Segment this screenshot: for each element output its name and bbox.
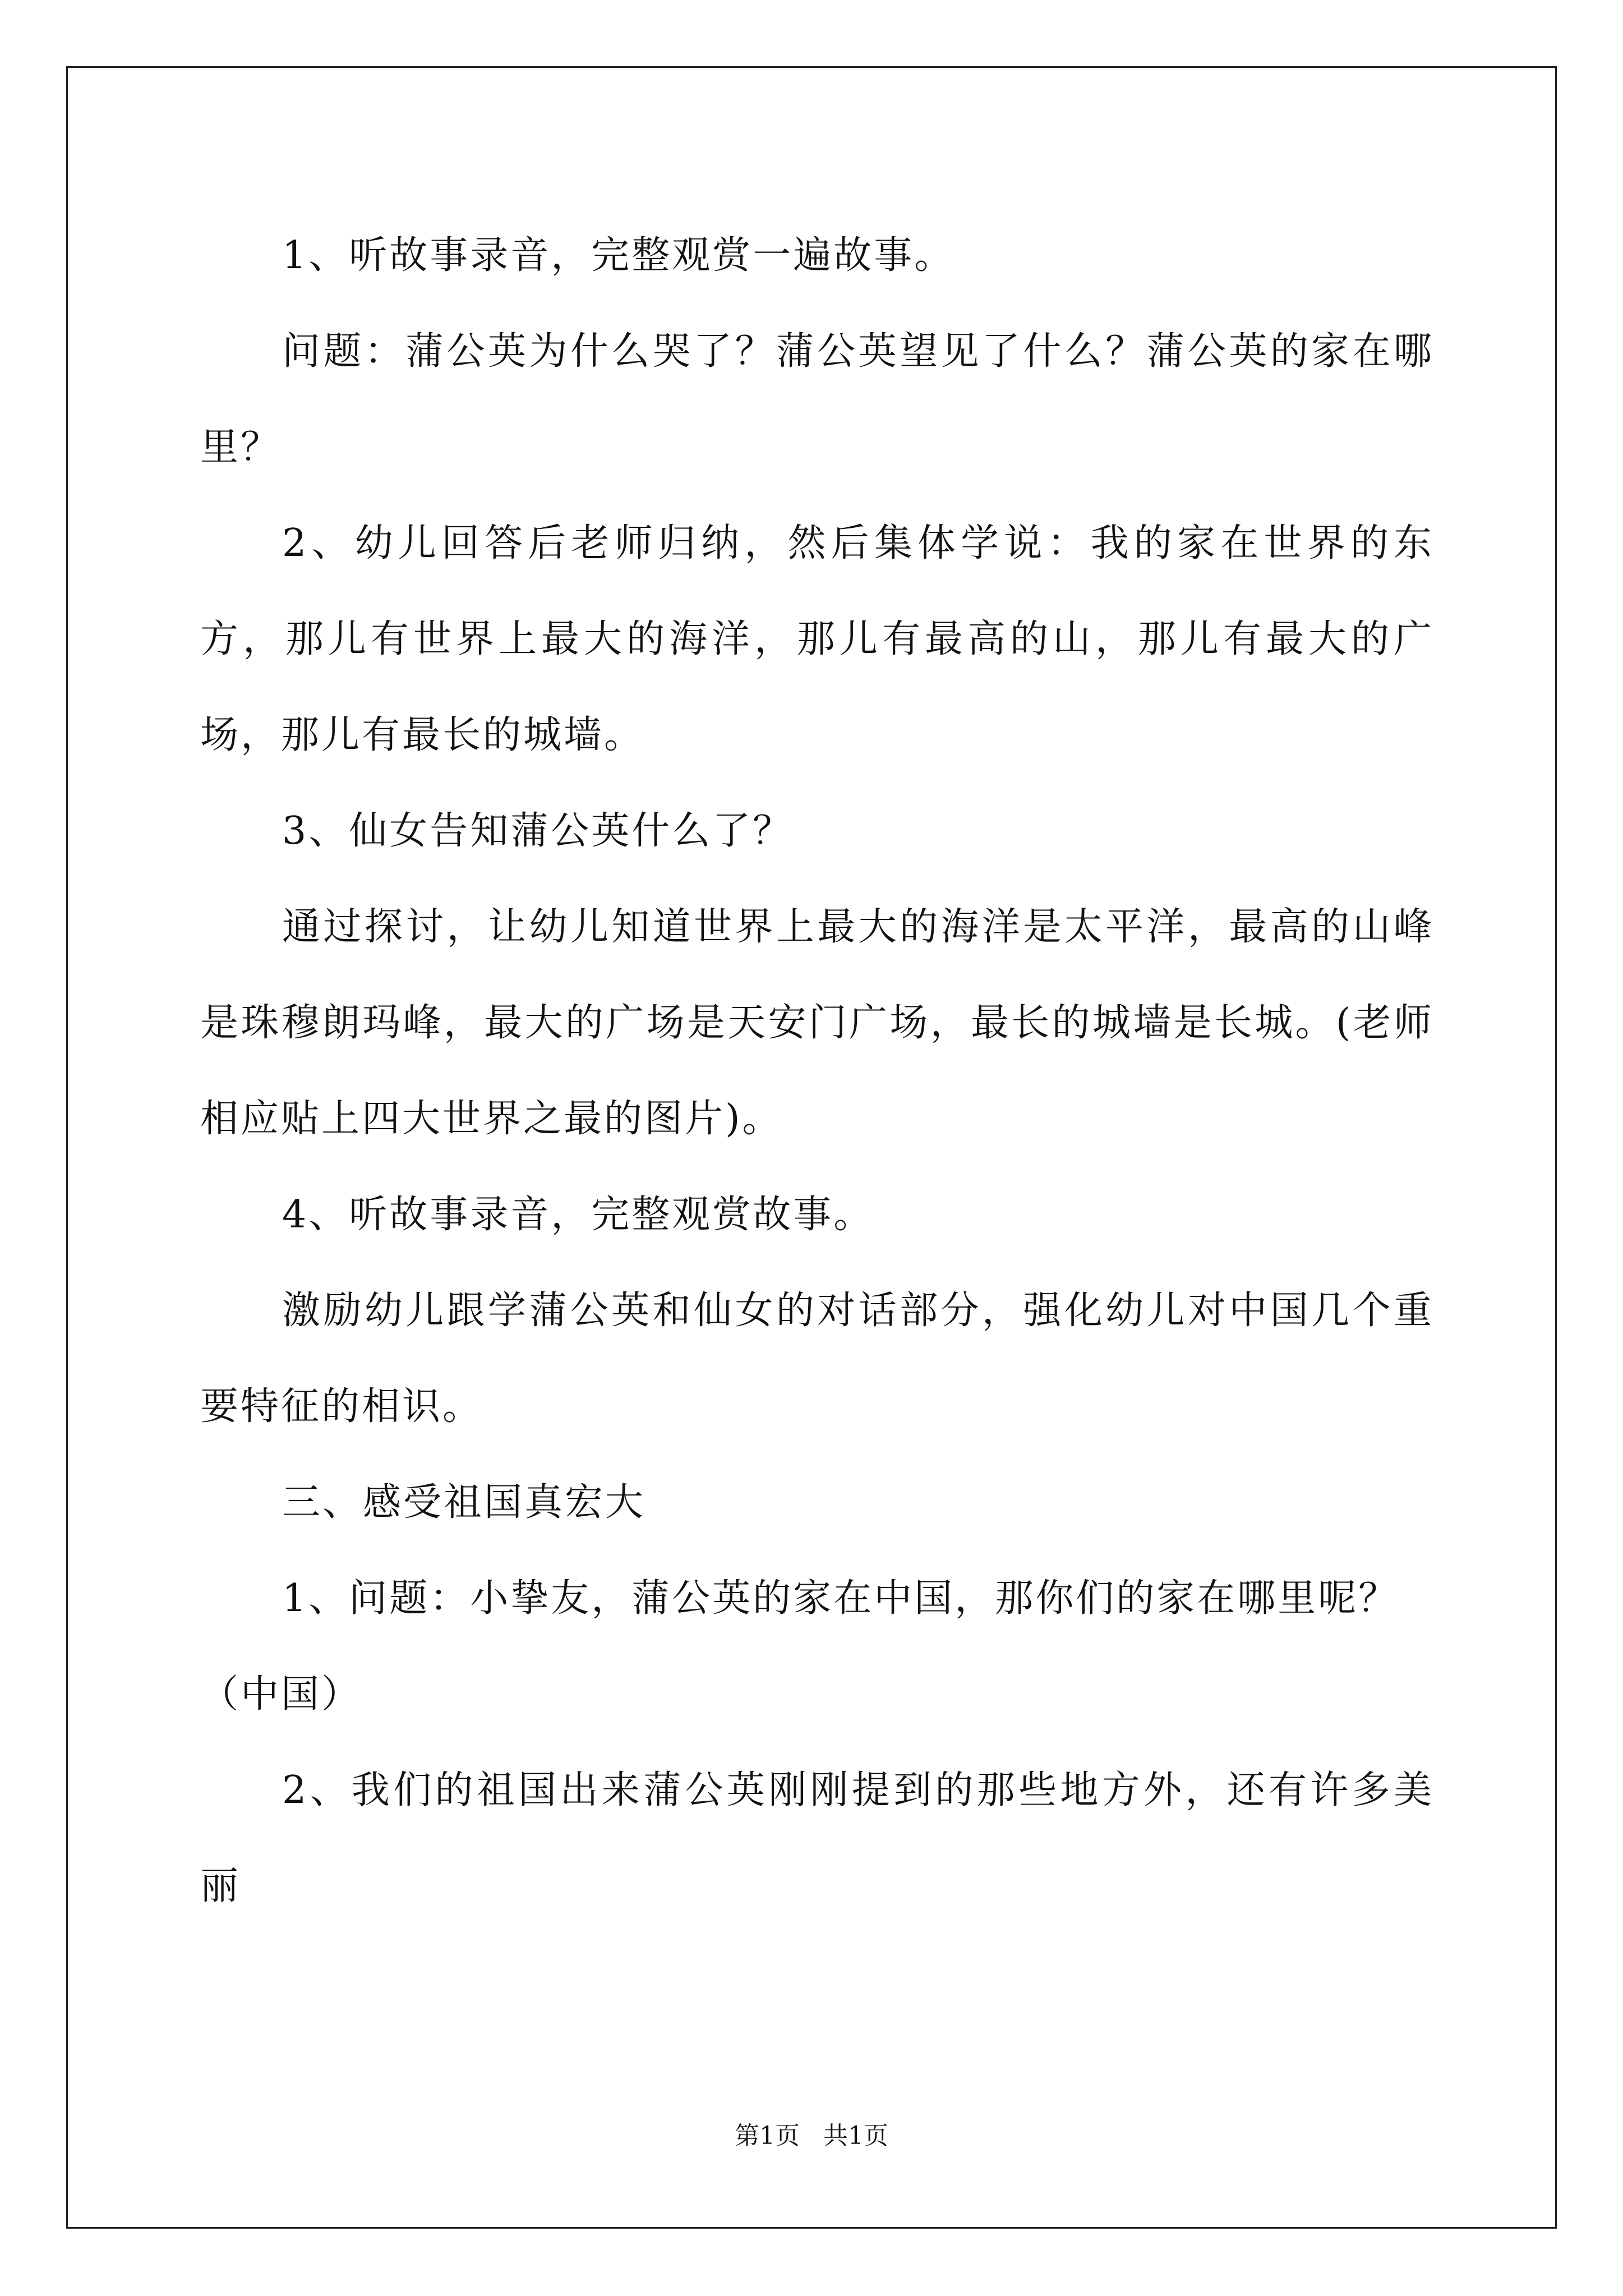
- paragraph-6: 4、听故事录音，完整观赏故事。: [282, 1193, 874, 1237]
- section-heading: 三、感受祖国真宏大: [282, 1480, 646, 1525]
- document-body: [200, 208, 1434, 1934]
- paragraph-10: （中国）: [200, 1672, 362, 1717]
- page-footer: 第1页 共1页: [735, 2122, 888, 2150]
- paragraph-1: 1、听故事录音，完整观赏一遍故事。: [282, 233, 955, 278]
- paragraph-5: 通过探讨，让幼儿知道世界上最大的海洋是太平洋，最高的山峰是珠穆朗玛峰，最大的广场是天安门广场，最长的城墙是长城。(老师相应贴上四大世界之最的图片)。: [200, 905, 1434, 1141]
- paragraph-2: 问题：蒲公英为什么哭了？蒲公英望见了什么？蒲公英的家在哪里？: [200, 329, 1434, 470]
- paragraph-3: 2、幼儿回答后老师归纳，然后集体学说：我的家在世界的东方，那儿有世界上最大的海洋，那儿有最高的山，那儿有最大的广场，那儿有最长的城墙。: [200, 521, 1434, 757]
- paragraph-7: 激励幼儿跟学蒲公英和仙女的对话部分，强化幼儿对中国几个重要特征的相识。: [200, 1289, 1434, 1429]
- paragraph-9: 1、问题：小挚友，蒲公英的家在中国，那你们的家在哪里呢？: [282, 1576, 1399, 1621]
- paragraph-11: 2、我们的祖国出来蒲公英刚刚提到的那些地方外，还有许多美丽: [200, 1768, 1434, 1908]
- paragraph-4: 3、仙女告知蒲公英什么了？: [282, 809, 794, 853]
